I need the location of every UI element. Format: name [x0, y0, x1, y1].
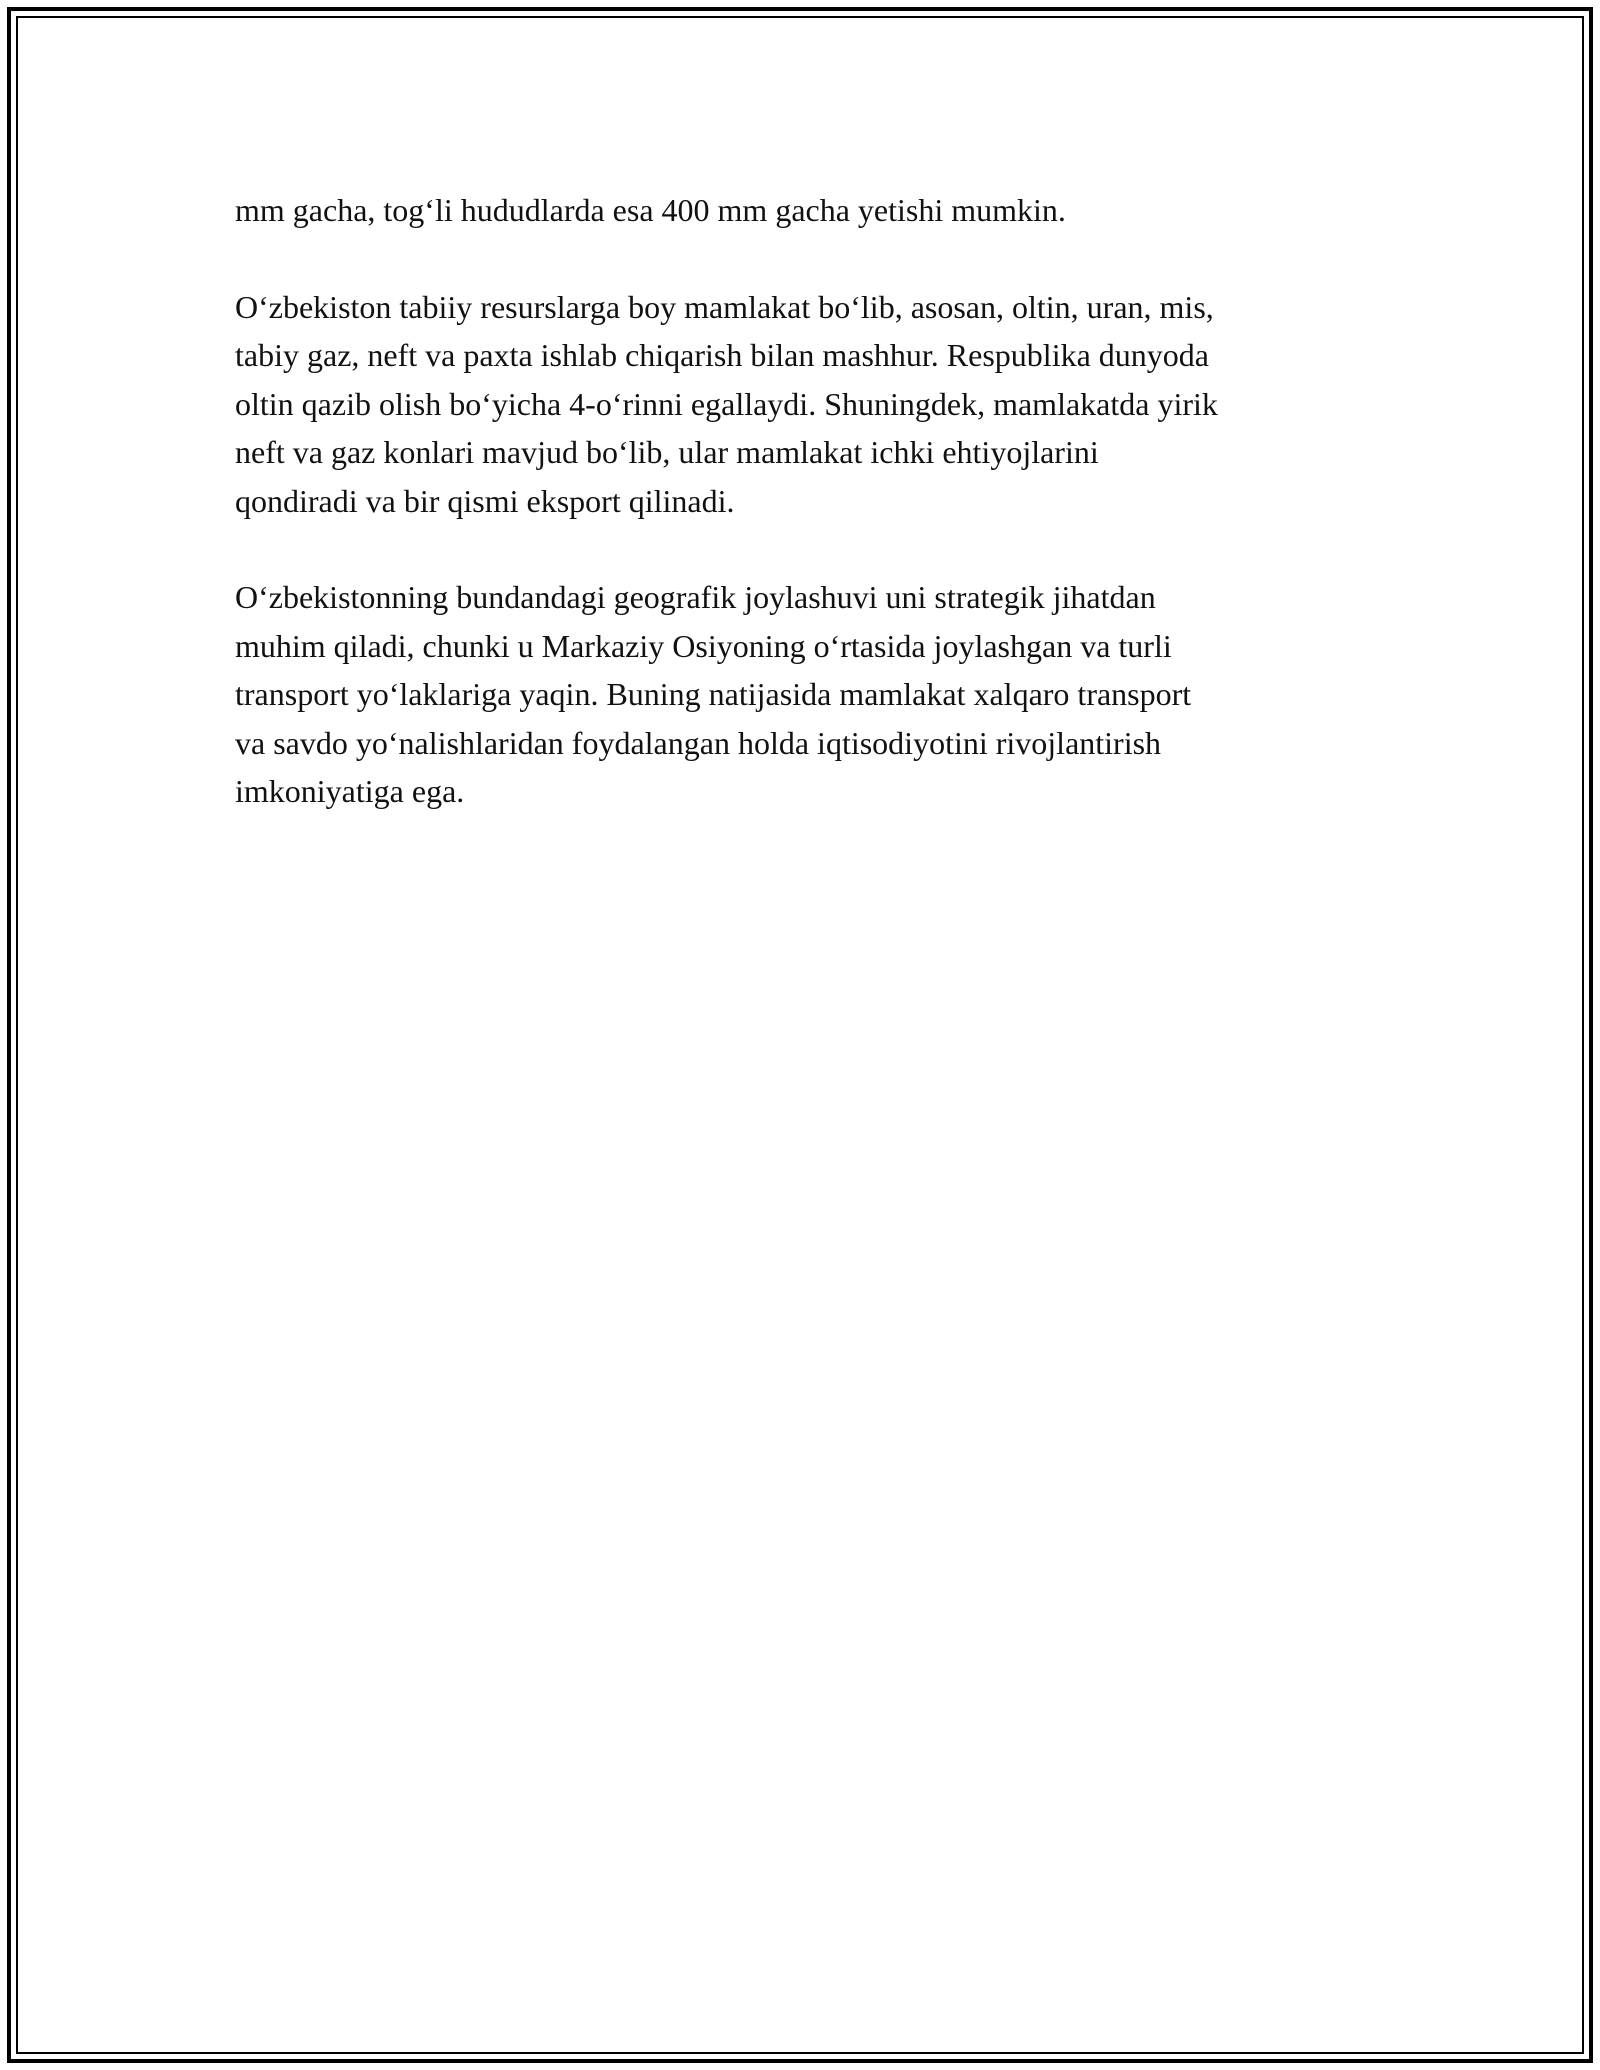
text-line: O‘zbekistonning bundandagi geografik joylashuvi uni strategik jihatdan [235, 579, 1156, 615]
text-line: imkoniyatiga ega. [235, 773, 465, 809]
text-line: neft va gaz konlari mavjud bo‘lib, ular mamlakat ichki ehtiyojlarini [235, 434, 1099, 470]
text-line: transport yo‘laklariga yaqin. Buning natijasida mamlakat xalqaro transport [235, 676, 1192, 712]
paragraph-natural-resources [235, 283, 1375, 526]
text-line: va savdo yo‘nalishlaridan foydalangan holda iqtisodiyotini rivojlantirish [235, 724, 1162, 761]
text-line: tabiy gaz, neft va paxta ishlab chiqarish bilan mashhur. Respublika dunyoda [235, 337, 1209, 373]
text-line: qondiradi va bir qismi eksport qilinadi. [235, 482, 735, 519]
text-line: mm gacha, tog‘li hududlarda esa 400 mm gacha yetishi mumkin. [235, 192, 1066, 228]
text-line: muhim qiladi, chunki u Markaziy Osiyoning o‘rtasida joylashgan va turli [235, 627, 1172, 664]
paragraph-rainfall [235, 186, 1375, 235]
document-body [235, 186, 1375, 864]
text-line: oltin qazib olish bo‘yicha 4-o‘rinni egallaydi. Shuningdek, mamlakatda yirik [235, 385, 1218, 422]
text-line: O‘zbekiston tabiiy resurslarga boy mamlakat bo‘lib, asosan, oltin, uran, mis, [235, 288, 1214, 325]
paragraph-geography [235, 573, 1375, 816]
